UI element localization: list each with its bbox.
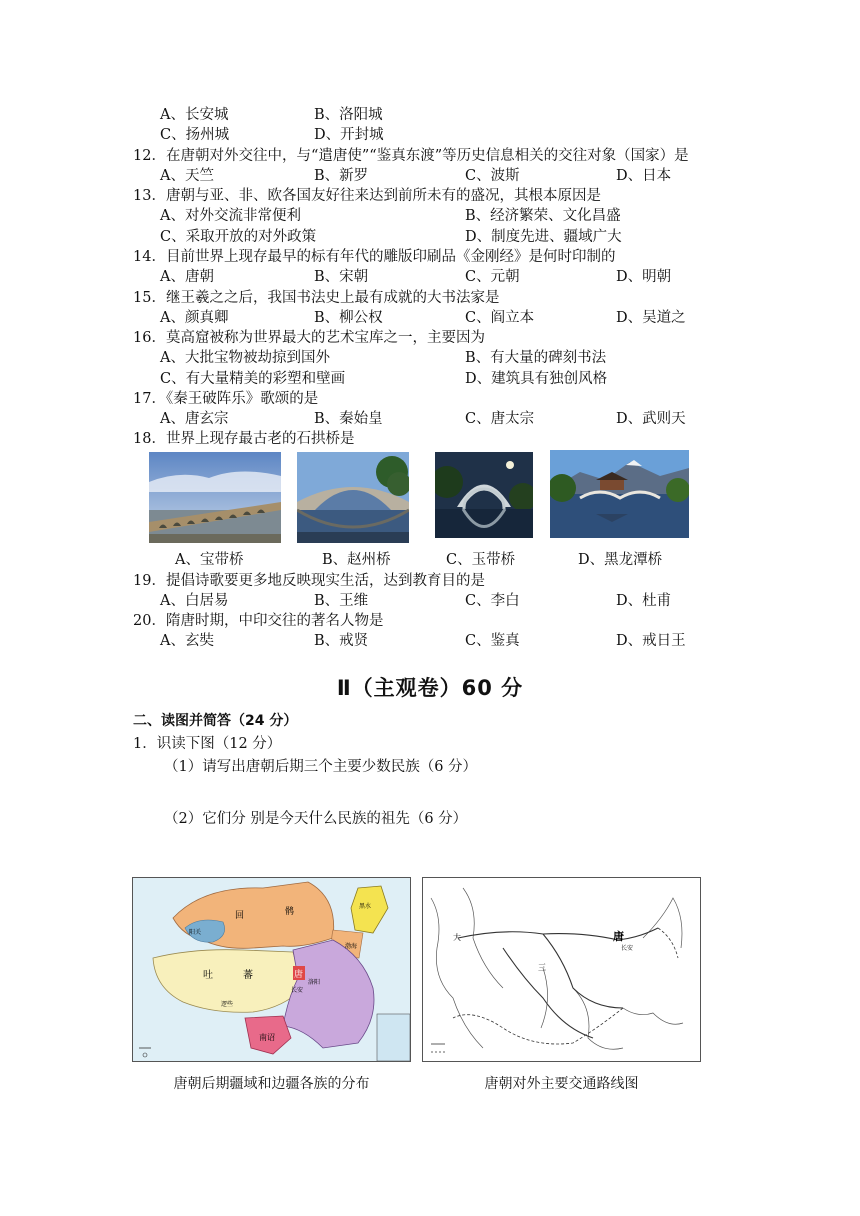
left-map-caption: 唐朝后期疆域和边疆各族的分布 (173, 1076, 370, 1092)
q19-stem: 19．提倡诗歌要更多地反映现实生活，达到教育目的是 (133, 573, 485, 589)
q14-stem: 14．目前世界上现存最早的标有年代的雕版印刷品《金刚经》是何时印制的 (133, 249, 616, 265)
q19-option-c: C、李白 (465, 593, 520, 609)
map-label-tibet-b: 蕃 (243, 970, 253, 981)
q12-option-b: B、新罗 (314, 168, 369, 184)
map-label-nanzhao: 南诏 (259, 1033, 275, 1042)
map-tang-trade-routes (422, 877, 701, 1062)
q1-part2: （2）它们分 别是今天什么民族的祖先（6 分） (164, 811, 468, 827)
q15-option-b: B、柳公权 (314, 310, 383, 326)
q18-option-c: C、玉带桥 (446, 552, 516, 568)
section-heading: 二、读图并简答（24 分） (133, 713, 298, 729)
bridge-photo-b (297, 452, 409, 543)
right-map-caption: 唐朝对外主要交通路线图 (484, 1076, 639, 1092)
q18-option-d: D、黑龙潭桥 (578, 552, 663, 568)
q13-option-d: D、制度先进、疆域广大 (465, 229, 622, 245)
q17-option-b: B、秦始皇 (314, 411, 383, 427)
map-label-yangguan: 阳关 (189, 929, 202, 936)
q12-stem: 12．在唐朝对外交往中，与“遣唐使”“鉴真东渡”等历史信息相关的交往对象（国家）是 (133, 148, 689, 164)
q15-option-c: C、阎立本 (465, 310, 535, 326)
q12-option-a: A、天竺 (160, 168, 214, 184)
q14-option-b: B、宋朝 (314, 269, 369, 285)
q17-option-a: A、唐玄宗 (160, 411, 229, 427)
q12-option-d: D、日本 (616, 168, 672, 184)
q11-option-b: B、洛阳城 (314, 107, 383, 123)
q17-stem: 17．《秦王破阵乐》歌颂的是 (133, 391, 319, 407)
map-label-luoxie: 逻些 (221, 1001, 234, 1008)
bridge-photo-d (550, 450, 689, 538)
q11-option-d: D、开封城 (314, 127, 384, 143)
map-label-uighur-b: 鹘 (285, 907, 295, 917)
q18-option-b: B、赵州桥 (322, 552, 391, 568)
bridge-photo-a (149, 452, 281, 543)
q15-option-d: D、吴道之 (616, 310, 686, 326)
q15-option-a: A、颜真卿 (160, 310, 229, 326)
q19-option-a: A、白居易 (160, 593, 229, 609)
q16-stem: 16．莫高窟被称为世界最大的艺术宝库之一，主要因为 (133, 330, 485, 346)
q13-option-c: C、采取开放的对外政策 (160, 229, 317, 245)
map-label-changan: 长安 (291, 987, 304, 994)
q11-option-c: C、扬州城 (160, 127, 230, 143)
q12-option-c: C、波斯 (465, 168, 520, 184)
route-label-tang: 唐 (613, 930, 624, 943)
q16-option-c: C、有大量精美的彩塑和壁画 (160, 371, 346, 387)
q19-option-b: B、王维 (314, 593, 369, 609)
q14-option-a: A、唐朝 (160, 269, 214, 285)
q18-stem: 18．世界上现存最古老的石拱桥是 (133, 431, 355, 447)
map-label-bohai: 渤海 (345, 943, 358, 950)
q20-option-c: C、鉴真 (465, 633, 520, 649)
q13-option-a: A、对外交流非常便利 (160, 208, 301, 224)
route-label-ocean: 大 (453, 933, 461, 942)
map-label-tang: 唐 (294, 970, 304, 980)
map-label-uighur-a: 回 (235, 911, 245, 921)
route-label-changan: 长安 (621, 945, 634, 952)
q20-option-d: D、戒日王 (616, 633, 686, 649)
bridge-photo-c (435, 452, 533, 538)
q17-option-c: C、唐太宗 (465, 411, 535, 427)
q13-option-b: B、经济繁荣、文化昌盛 (465, 208, 621, 224)
q20-option-a: A、玄奘 (160, 633, 214, 649)
route-label-sea: 三 (538, 963, 546, 972)
map-tang-territory (132, 877, 411, 1062)
q11-option-a: A、长安城 (160, 107, 229, 123)
q16-option-d: D、建筑具有独创风格 (465, 371, 608, 387)
map-label-tibet-a: 吐 (203, 970, 213, 981)
q14-option-d: D、明朝 (616, 269, 672, 285)
q16-option-b: B、有大量的碑刻书法 (465, 350, 607, 366)
q17-option-d: D、武则天 (616, 411, 686, 427)
q15-stem: 15．继王羲之之后，我国书法史上最有成就的大书法家是 (133, 290, 500, 306)
q1-stem: 1．识读下图（12 分） (133, 736, 282, 752)
map-label-heishui: 黑水 (359, 903, 372, 910)
q16-option-a: A、大批宝物被劫掠到国外 (160, 350, 330, 366)
map-label-luoyang: 洛阳 (308, 979, 321, 986)
q1-part1: （1）请写出唐朝后期三个主要少数民族（6 分） (164, 759, 478, 775)
q19-option-d: D、杜甫 (616, 593, 672, 609)
q20-stem: 20．隋唐时期，中印交往的著名人物是 (133, 613, 384, 629)
q13-stem: 13．唐朝与亚、非、欧各国友好往来达到前所未有的盛况，其根本原因是 (133, 188, 601, 204)
q20-option-b: B、戒贤 (314, 633, 369, 649)
section-title: Ⅱ（主观卷）60 分 (336, 676, 524, 700)
q18-option-a: A、宝带桥 (175, 552, 244, 568)
q14-option-c: C、元朝 (465, 269, 520, 285)
